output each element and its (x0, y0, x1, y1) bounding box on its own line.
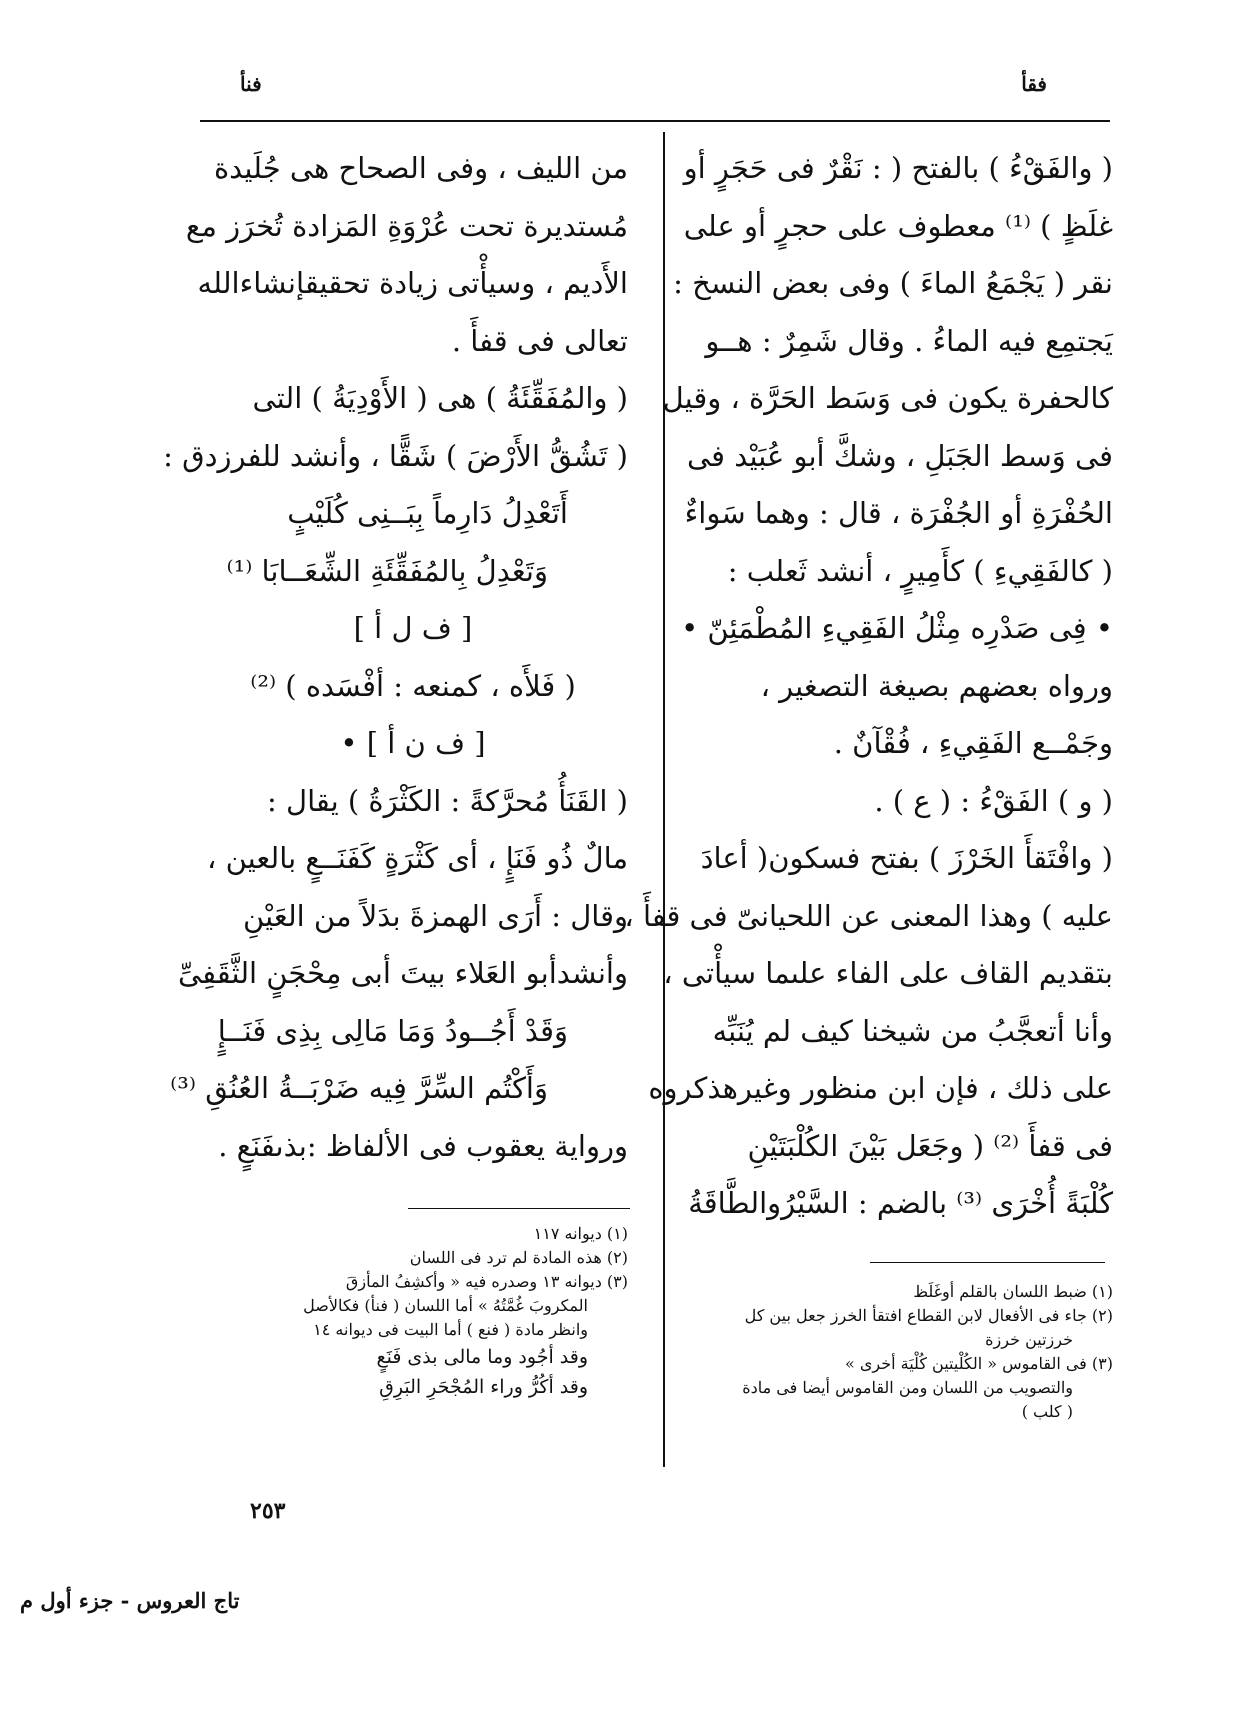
running-head-left: فنأ (240, 72, 262, 96)
left-column (163, 140, 628, 1175)
footnotes-right (693, 1280, 1113, 1424)
text-line: بتقديم القاف على الفاء علىما سيأْتى ، (663, 956, 1113, 990)
book-imprint: تاج العروس - جزء أول م (20, 1588, 240, 1613)
footnote-continuation: خرزتين خرزة (985, 1330, 1073, 1349)
text-line: ورواه بعضهم بصيغة التصغير ، (760, 668, 1113, 703)
footnote: (٢) جاء فى الأفعال لابن القطاع افتقأ الخرز جعل بين كل (744, 1306, 1113, 1325)
running-head-right: فقأ (1021, 72, 1047, 96)
footnote: (٣) ديوانه ١٣ وصدره فيه « وأكشِفُ المأزقَ (345, 1272, 628, 1291)
text-line: وجَمْــع الفَقِيءِ ، فُقْآنٌ . (833, 726, 1113, 760)
text-line: مُستديرة تحت عُرْوَةِ المَزادة تُخرَز مع (185, 208, 628, 243)
text-line: مالٌ ذُو فَنَإٍ ، أى كَثْرَةٍ كَفَنَــعٍ بالعين ، (207, 841, 628, 875)
text-line: فى وَسط الجَبَلِ ، وشكَّ أبو عُبَيْد فى (687, 438, 1113, 473)
verse-line: أَتَعْدِلُ دَارِماً بِبَــنِى كُلَيْبٍ (287, 496, 568, 530)
footnote-continuation: ( كلب ) (1021, 1402, 1073, 1421)
footnote-rule-left (408, 1208, 630, 1209)
text-line: على ذلك ، فإن ابن منظور وغيرهذكروه (648, 1071, 1113, 1105)
text-line: ( القَنَأُ مُحرَّكةً : الكَثْرَةُ ) يقال : (267, 783, 628, 818)
text-line: نقر ( يَجْمَعُ الماءَ ) وفى بعض النسخ : (673, 266, 1113, 300)
text-line: وأنشدأبو العَلاء بيتَ أبى مِحْجَنٍ الثَّقَفِىِّ (177, 956, 628, 990)
footnote-verse: وقد أكُرُّ وراء المُجْحَرِ البَرِقِ (379, 1376, 588, 1398)
footnote: (١) ضبط اللسان بالقلم أوغَلَظ (913, 1282, 1113, 1301)
column-divider (663, 132, 665, 1467)
text-line: الأَديم ، وسيأْتى زيادة تحقيقإنشاءالله (197, 266, 628, 300)
text-line: ( والفَقْءُ ) بالفتح ( : نَقْرٌ فى حَجَرٍ أو (683, 151, 1113, 185)
footnote-continuation: المكروبَ غُمَّتُهُ » أما اللسان ( فنأ) فكالأصل (303, 1296, 588, 1315)
text-line: الحُفْرَةِ أو الجُفْرَة ، قال : وهما سَواءٌ (684, 496, 1113, 530)
entry-heading: [ ف ل أ ] (353, 611, 473, 645)
text-line: فى قفأَ ⁽²⁾ ( وجَعَل بَيْنَ الكُلْبَتَيْنِ (747, 1128, 1113, 1163)
text-line: ( والمُفَقِّئَةُ ) هى ( الأَوْدِيَةُ ) التى (252, 381, 628, 415)
footnotes-left (198, 1222, 628, 1402)
text-line: تعالى فى قفأَ . (451, 323, 628, 358)
text-line: من الليف ، وفى الصحاح هى جُلَيدة (213, 151, 628, 185)
text-line: يَجتمِع فيه الماءُ . وقال شَمِرٌ : هــو (705, 323, 1113, 358)
text-line: وأنا أتعجَّبُ من شيخنا كيف لم يُنَبِّه (712, 1013, 1113, 1048)
text-line: كُلْبَةً أُخْرَى ⁽³⁾ بالضم : السَّيْرُوالطَّاقَةُ (688, 1186, 1113, 1220)
text-line: غلَظٍ ) ⁽¹⁾ معطوف على حجرٍ أو على (683, 208, 1113, 243)
text-line: كالحفرة يكون فى وَسَط الحَرَّة ، وقيل (662, 381, 1113, 415)
text-line: عليه ) وهذا المعنى عن اللحيانىّ فى قفأَ ، (624, 898, 1113, 933)
footnote-continuation: والتصويب من اللسان ومن القاموس أيضا فى مادة (742, 1378, 1073, 1397)
footnote-continuation: وانظر مادة ( فنع ) أما البيت فى ديوانه ١٤ (313, 1320, 588, 1339)
text-line: ( و ) الفَقْءُ : ( ع ) . (874, 783, 1113, 818)
verse-line: وَأَكْتُم السِّرَّ فِيه ضَرْبَــةُ العُنُقِ ⁽³⁾ (170, 1071, 548, 1105)
text-line: وقال : أَرَى الهمزةَ بدَلاً من العَيْنِ (243, 898, 628, 933)
footnote-rule-right (870, 1262, 1105, 1263)
text-line: ( تَشُقُّ الأَرْضَ ) شَقًّا ، وأنشد للفرزدق : (163, 438, 628, 473)
footnote: (٢) هذه المادة لم ترد فى اللسان (409, 1248, 628, 1267)
text-line: ( وافْتَقأَ الخَرْزَ ) بفتح فسكون( أعادَ (700, 841, 1113, 875)
entry-heading: [ ف ن أ ] • (340, 726, 486, 760)
footnote: (١) ديوانه ١١٧ (533, 1224, 628, 1243)
footnote-verse: وقد أجُود وما مالى بذى فَنَعٍ (376, 1346, 588, 1368)
verse-line: وَقَدْ أَجُــودُ وَمَا مَالِى بِذِى فَنَــإٍ (217, 1013, 568, 1048)
text-line: ( فَلأَه ، كمنعه : أفْسَده ) ⁽²⁾ (250, 668, 576, 703)
page-number: ٢٥٣ (250, 1498, 286, 1524)
header-rule (200, 120, 1110, 122)
right-column (624, 140, 1113, 1233)
footnote: (٣) فى القاموس « الكُلْيتين كُلْيَة أخرى » (844, 1354, 1113, 1373)
verse-line: وَتَعْدِلُ بِالمُفَقِّئَةِ الشِّعَــابَا ⁽¹⁾ (226, 553, 548, 588)
text-line: ورواية يعقوب فى الألفاظ :بذىفَنَعٍ . (218, 1128, 628, 1163)
text-line: ( كالفَقِيءِ ) كأَمِيرٍ ، أنشد ثَعلب : (727, 553, 1113, 588)
verse-line: • فِى صَدْرِه مِثْلُ الفَقِيءِ المُطْمَئِنّ • (681, 611, 1113, 645)
